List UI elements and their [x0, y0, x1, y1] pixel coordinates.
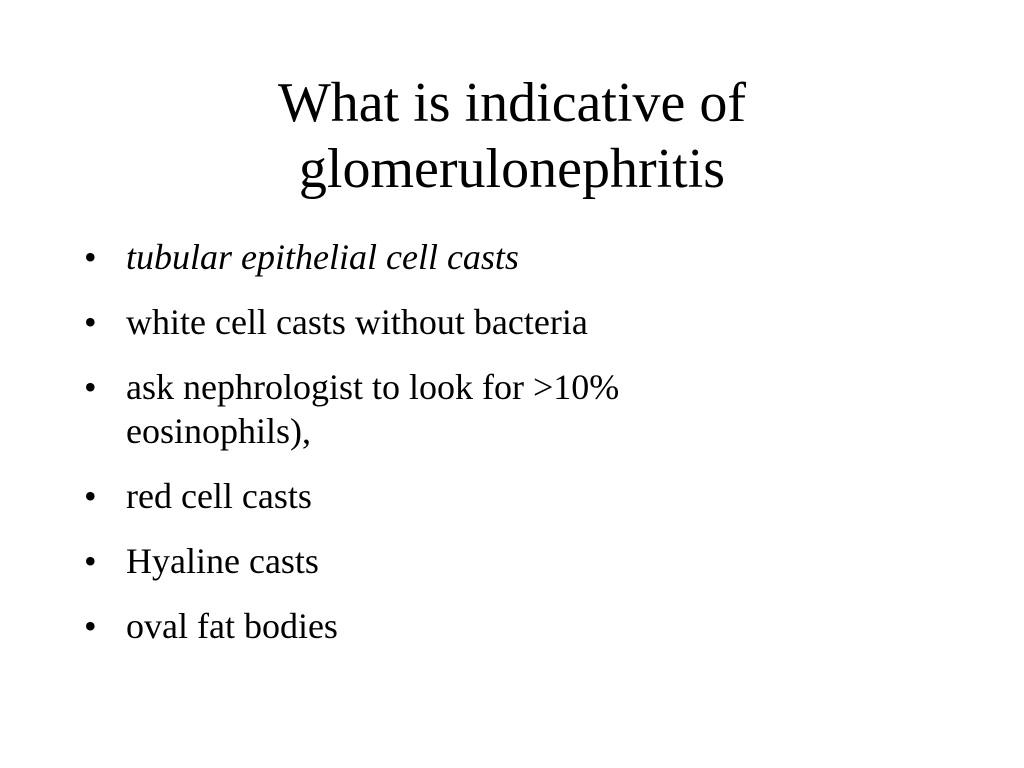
bullet-item-oval-fat-bodies — [84, 604, 944, 648]
bullet-text: red cell casts — [126, 476, 312, 516]
bullet-text: white cell casts without bacteria — [126, 302, 588, 342]
bullet-item-hyaline-casts — [84, 539, 944, 583]
bullet-text: ask nephrologist to look for >10% eosinophils), — [126, 367, 620, 451]
bullet-item-red-cell-casts — [84, 474, 944, 518]
bullet-dot-icon: • — [84, 302, 97, 342]
bullet-item-white-cell-casts — [84, 300, 944, 344]
bullet-dot-icon: • — [84, 367, 97, 407]
bullet-list — [84, 235, 944, 669]
bullet-item-eosinophils — [84, 365, 786, 453]
bullet-dot-icon: • — [84, 476, 97, 516]
bullet-item-tubular-epithelial — [84, 235, 944, 279]
bullet-dot-icon: • — [84, 606, 97, 646]
bullet-dot-icon: • — [84, 237, 97, 277]
slide-title: What is indicative of glomerulonephritis — [277, 72, 747, 200]
bullet-text: Hyaline casts — [126, 541, 319, 581]
bullet-text: tubular epithelial cell casts — [126, 237, 519, 277]
bullet-text: oval fat bodies — [126, 606, 338, 646]
bullet-dot-icon: • — [84, 541, 97, 581]
